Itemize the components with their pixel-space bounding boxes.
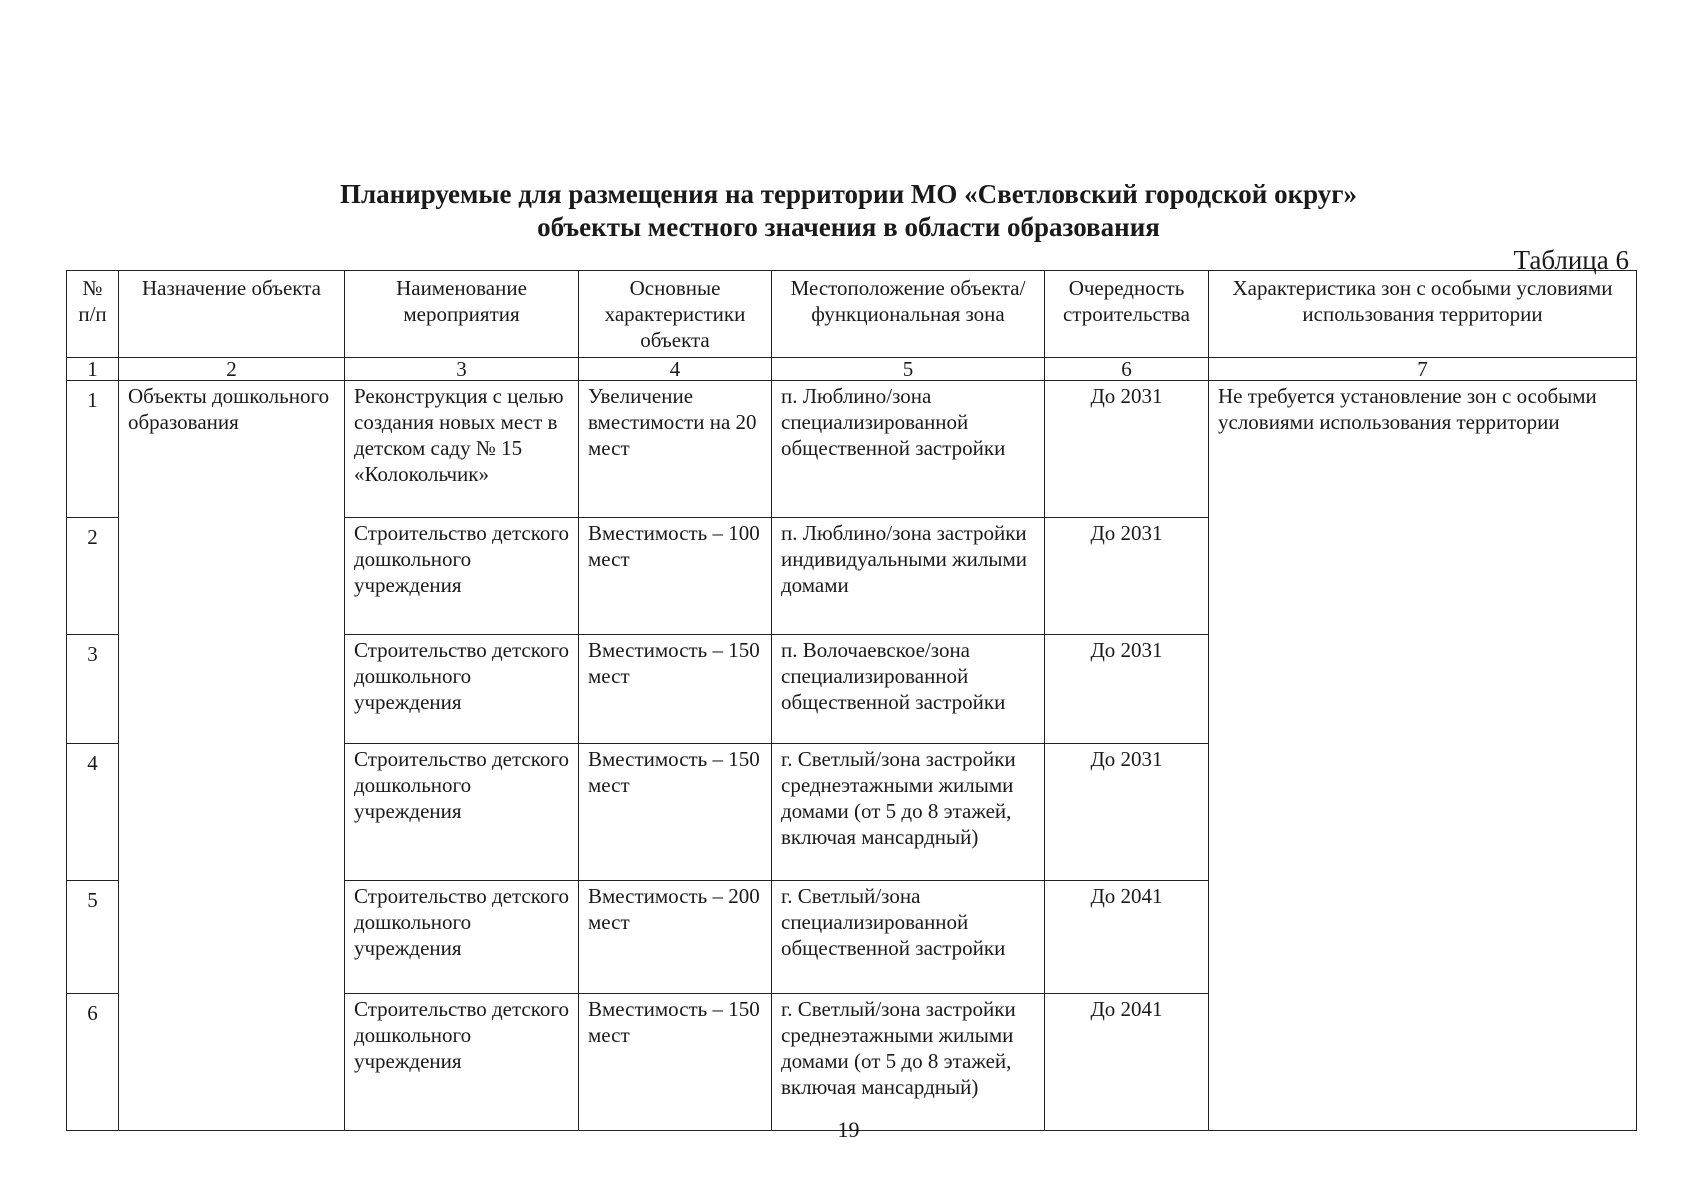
row-number: 1 <box>67 381 119 518</box>
column-number: 7 <box>1209 358 1637 381</box>
row-number: 2 <box>67 518 119 635</box>
header-cell-term: Очередность строительства <box>1045 271 1209 358</box>
column-number: 1 <box>67 358 119 381</box>
location-cell: п. Волочаевское/зона специализированной общественной застройки <box>772 635 1045 744</box>
measure-name-cell: Строительство детского дошкольного учреждения <box>345 635 579 744</box>
construction-term-cell: До 2031 <box>1045 381 1209 518</box>
location-cell: г. Светлый/зона специализированной общественной застройки <box>772 881 1045 994</box>
header-cell-zones: Характеристика зон с особыми условиями использования территории <box>1209 271 1637 358</box>
characteristics-cell: Вместимость – 150 мест <box>579 994 772 1131</box>
column-number: 2 <box>119 358 345 381</box>
header-row <box>67 271 1637 358</box>
characteristics-cell: Вместимость – 150 мест <box>579 744 772 881</box>
construction-term-cell: До 2031 <box>1045 744 1209 881</box>
header-cell-name: Наименование мероприятия <box>345 271 579 358</box>
measure-name-cell: Строительство детского дошкольного учреждения <box>345 744 579 881</box>
table-label: Таблица 6 <box>1513 245 1629 275</box>
object-purpose-cell: Объекты дошкольного образования <box>119 381 345 1131</box>
row-number: 4 <box>67 744 119 881</box>
row-number: 5 <box>67 881 119 994</box>
location-cell: г. Светлый/зона застройки среднеэтажными жилыми домами (от 5 до 8 этажей, включая мансардный) <box>772 744 1045 881</box>
header-cell-num: № п/п <box>67 271 119 358</box>
location-cell: п. Люблино/зона застройки индивидуальными жилыми домами <box>772 518 1045 635</box>
header-cell-chars: Основные характеристики объекта <box>579 271 772 358</box>
title-line-1: Планируемые для размещения на территории МО «Светловский городской округ» <box>339 179 1358 209</box>
row-number: 3 <box>67 635 119 744</box>
row-number: 6 <box>67 994 119 1131</box>
measure-name-cell: Строительство детского дошкольного учреждения <box>345 881 579 994</box>
location-cell: п. Люблино/зона специализированной общественной застройки <box>772 381 1045 518</box>
page-number: 19 <box>837 1117 860 1142</box>
column-number: 4 <box>579 358 772 381</box>
header-cell-purpose: Назначение объекта <box>119 271 345 358</box>
characteristics-cell: Вместимость – 100 мест <box>579 518 772 635</box>
construction-term-cell: До 2031 <box>1045 635 1209 744</box>
column-number: 5 <box>772 358 1045 381</box>
column-number: 3 <box>345 358 579 381</box>
header-cell-location: Местоположение объекта/функциональная зона <box>772 271 1045 358</box>
document-title <box>0 178 1697 244</box>
location-cell: г. Светлый/зона застройки среднеэтажными жилыми домами (от 5 до 8 этажей, включая мансардный) <box>772 994 1045 1131</box>
column-number-row <box>67 358 1637 381</box>
measure-name-cell: Реконструкция с целью создания новых мест в детском саду № 15 «Колокольчик» <box>345 381 579 518</box>
title-line-2: объекты местного значения в области образования <box>537 212 1160 242</box>
measure-name-cell: Строительство детского дошкольного учреждения <box>345 518 579 635</box>
characteristics-cell: Вместимость – 200 мест <box>579 881 772 994</box>
table-row <box>67 381 1637 518</box>
construction-term-cell: До 2041 <box>1045 881 1209 994</box>
construction-term-cell: До 2031 <box>1045 518 1209 635</box>
characteristics-cell: Увеличение вместимости на 20 мест <box>579 381 772 518</box>
objects-table <box>66 270 1637 1131</box>
characteristics-cell: Вместимость – 150 мест <box>579 635 772 744</box>
measure-name-cell: Строительство детского дошкольного учреждения <box>345 994 579 1131</box>
zones-cell: Не требуется установление зон с особыми условиями использования территории <box>1209 381 1637 1131</box>
column-number: 6 <box>1045 358 1209 381</box>
construction-term-cell: До 2041 <box>1045 994 1209 1131</box>
